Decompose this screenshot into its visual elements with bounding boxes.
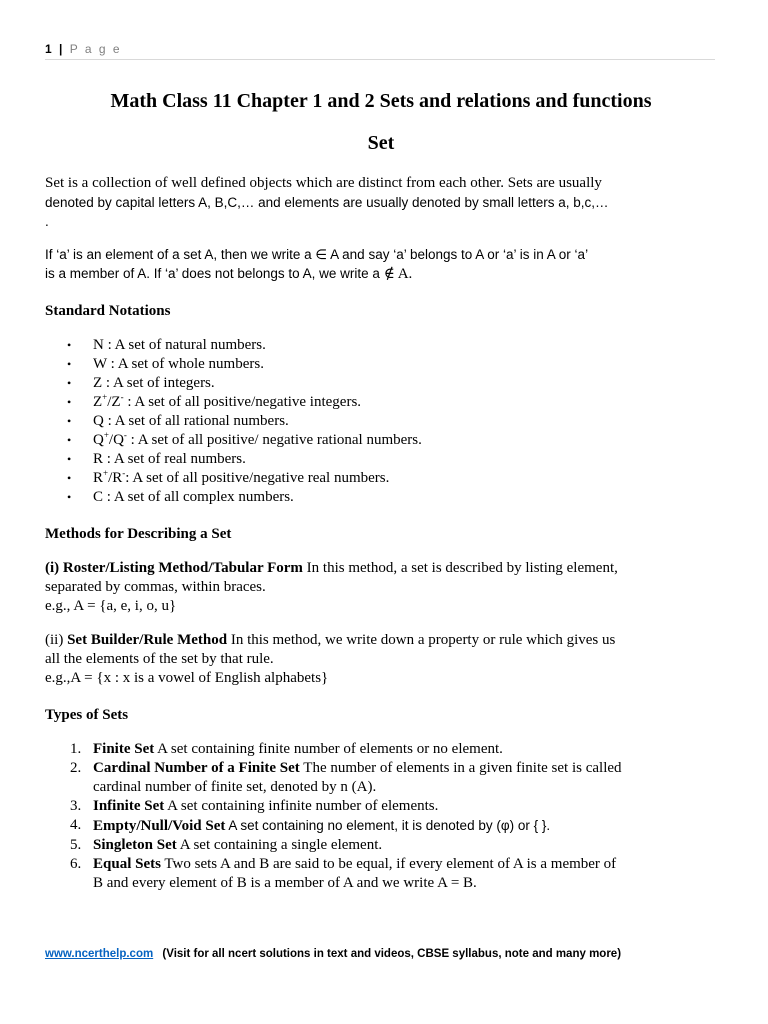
membership-line-1: If ‘a’ is an element of a set A, then we write a ∈ A and say ‘a’ belongs to A or ‘a’ is in A or ‘a’ (45, 247, 589, 262)
type-text: A set containing finite number of elements or no element. (154, 741, 503, 757)
type-number: 1. (70, 741, 82, 757)
notation-text: W : A set of whole numbers. (93, 356, 264, 372)
type-item (70, 816, 717, 836)
type-text: Two sets A and B are said to be equal, if every element of A is a member of (160, 856, 617, 872)
type-title: Singleton Set (93, 837, 177, 853)
roster-paragraph (45, 559, 717, 578)
document-title: Math Class 11 Chapter 1 and 2 Sets and relations and functions (110, 90, 652, 112)
notation-sup: - (123, 430, 127, 440)
footer-link[interactable]: www.ncerthelp.com (45, 948, 154, 960)
notation-item (93, 431, 717, 450)
heading-standard-notations: Standard Notations (45, 303, 171, 319)
section-title-set: Set (367, 132, 395, 154)
notation-item (93, 469, 717, 488)
type-text: A set containing a single element. (176, 837, 383, 853)
type-title: Empty/Null/Void Set (93, 818, 226, 834)
type-item (70, 759, 717, 797)
type-title: Equal Sets (93, 856, 161, 872)
intro-line-2: denoted by capital letters A, B,C,… and elements are usually denoted by small letters a, b,c,… (45, 195, 609, 210)
notation-symbol: /Q (108, 432, 124, 448)
notation-sup: - (122, 468, 126, 478)
type-title: Finite Set (93, 741, 155, 757)
notation-text: R : A set of real numbers. (93, 451, 246, 467)
page-separator: | (59, 42, 63, 56)
membership-line-2 (45, 264, 717, 284)
types-list (45, 740, 717, 893)
type-number: 5. (70, 837, 82, 853)
builder-example: e.g.,A = {x : x is a vowel of English alphabets} (45, 670, 329, 686)
heading-types-of-sets: Types of Sets (45, 707, 129, 723)
roster-line-2: separated by commas, within braces. (45, 579, 266, 595)
notation-symbol: /R (108, 470, 123, 486)
page-footer (45, 948, 725, 960)
type-text: A set containing no element, it is denoted by (φ) or { }. (225, 818, 551, 833)
type-text: A set containing infinite number of elements. (164, 798, 439, 814)
notation-text: Q : A set of all rational numbers. (93, 413, 289, 429)
type-item (70, 855, 717, 893)
roster-title: (i) Roster/Listing Method/Tabular Form (45, 560, 303, 576)
notation-text: Z : A set of integers. (93, 375, 215, 391)
notation-symbol: R (93, 470, 104, 486)
type-text: The number of elements in a given finite set is called (299, 760, 622, 776)
type-text-line-2: cardinal number of finite set, denoted by n (A). (93, 779, 377, 795)
notation-sup: - (120, 392, 124, 402)
builder-prefix: (ii) (45, 632, 68, 648)
footer-note: (Visit for all ncert solutions in text and videos, CBSE syllabus, note and many more) (159, 948, 622, 960)
notation-sup: + (102, 392, 108, 402)
builder-text: In this method, we write down a property or rule which gives us (227, 632, 616, 648)
notation-item (93, 355, 717, 374)
notation-sup: + (103, 430, 109, 440)
document-body (45, 88, 717, 893)
notation-symbol: /Z (107, 394, 121, 410)
type-title: Infinite Set (93, 798, 165, 814)
page-word: P a g e (69, 42, 122, 56)
type-title: Cardinal Number of a Finite Set (93, 760, 300, 776)
notation-symbol: Q (93, 432, 104, 448)
notation-symbol: Z (93, 394, 103, 410)
notations-list (45, 336, 717, 507)
membership-line-2a: is a member of A. If ‘a’ does not belongs to A, we write a (45, 266, 380, 281)
notation-text: : A set of all positive/ negative rational numbers. (126, 432, 422, 448)
notation-item (93, 336, 717, 355)
roster-text: In this method, a set is described by listing element, (302, 560, 618, 576)
builder-title: Set Builder/Rule Method (67, 632, 228, 648)
type-number: 6. (70, 856, 82, 872)
notation-item (93, 412, 717, 431)
notation-item (93, 393, 717, 412)
notation-text: N : A set of natural numbers. (93, 337, 266, 353)
notation-text: : A set of all positive/negative real numbers. (125, 470, 390, 486)
type-number: 2. (70, 760, 82, 776)
type-item (70, 740, 717, 759)
notation-text: C : A set of all complex numbers. (93, 489, 294, 505)
notation-text: : A set of all positive/negative integers. (123, 394, 362, 410)
type-item (70, 797, 717, 816)
notation-sup: + (103, 468, 109, 478)
notation-item (93, 488, 717, 507)
membership-line-2b: ∉ A. (383, 266, 413, 282)
notation-item (93, 374, 717, 393)
page-number: 1 (45, 42, 52, 56)
type-text-line-2: B and every element of B is a member of A and we write A = B. (93, 875, 477, 891)
heading-methods: Methods for Describing a Set (45, 526, 232, 542)
intro-line-1: Set is a collection of well defined objects which are distinct from each other. Sets are usually (45, 175, 602, 191)
type-number: 3. (70, 798, 82, 814)
type-item (70, 836, 717, 855)
roster-example: e.g., A = {a, e, i, o, u} (45, 598, 177, 614)
builder-line-2: all the elements of the set by that rule. (45, 651, 274, 667)
intro-line-3: . (45, 214, 49, 229)
page-header (45, 42, 715, 60)
type-number: 4. (70, 817, 82, 833)
builder-paragraph (45, 631, 717, 650)
notation-item (93, 450, 717, 469)
